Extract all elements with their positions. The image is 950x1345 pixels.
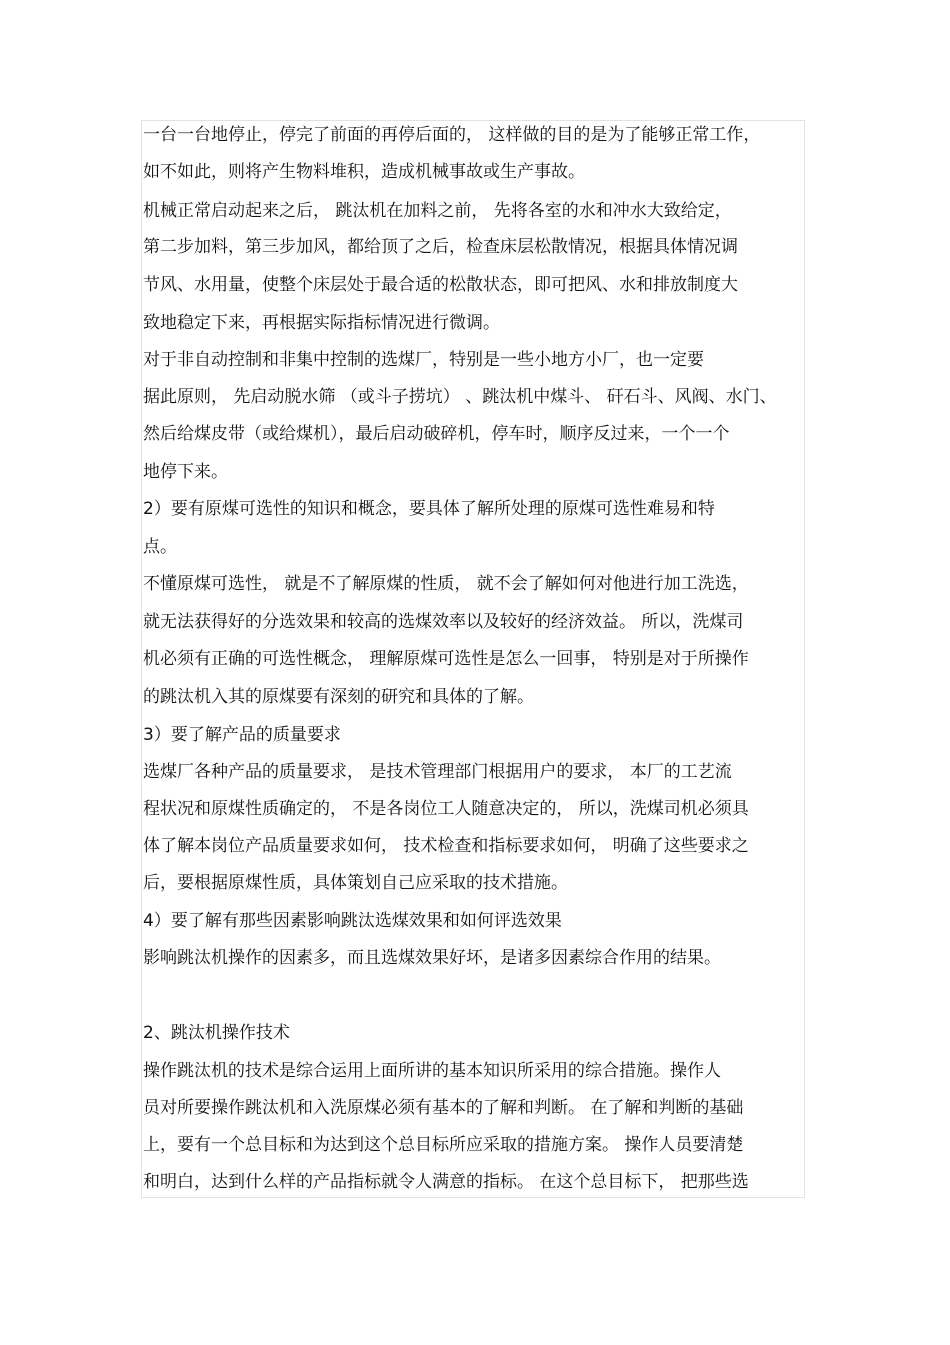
text-line: 和明白，达到什么样的产品指标就令人满意的指标。 在这个总目标下， 把那些选 <box>143 1172 749 1192</box>
text-line: 一台一台地停止，停完了前面的再停后面的， 这样做的目的是为了能够正常工作， <box>143 125 761 145</box>
text-line: 的跳汰机入其的原煤要有深刻的研究和具体的了解。 <box>143 687 534 707</box>
text-line: 地停下来。 <box>143 462 228 482</box>
text-line: 不懂原煤可选性， 就是不了解原煤的性质， 就不会了解如何对他进行加工洗选， <box>143 574 749 594</box>
text-line: 据此原则， 先启动脱水筛 （或斗子捞坑） 、跳汰机中煤斗、 矸石斗、风阀、水门、 <box>143 387 777 407</box>
text-line: 程状况和原煤性质确定的， 不是各岗位工人随意决定的， 所以，洗煤司机必须具 <box>143 799 749 819</box>
text-line: 4）要了解有那些因素影响跳汰选煤效果和如何评选效果 <box>143 911 562 931</box>
text-line: 3）要了解产品的质量要求 <box>143 725 341 745</box>
text-line: 节风、水用量，使整个床层处于最合适的松散状态，即可把风、水和排放制度大 <box>143 275 738 295</box>
text-line: 第二步加料，第三步加风，都给顶了之后，检查床层松散情况，根据具体情况调 <box>143 237 738 257</box>
text-line: 上，要有一个总目标和为达到这个总目标所应采取的措施方案。 操作人员要清楚 <box>143 1135 744 1155</box>
text-line: 影响跳汰机操作的因素多，而且选煤效果好坏，是诸多因素综合作用的结果。 <box>143 948 721 968</box>
text-line: 就无法获得好的分选效果和较高的选煤效率以及较好的经济效益。 所以，洗煤司 <box>143 612 744 632</box>
text-line: 2）要有原煤可选性的知识和概念，要具体了解所处理的原煤可选性难易和特 <box>143 499 715 519</box>
text-line: 对于非自动控制和非集中控制的选煤厂，特别是一些小地方小厂，也一定要 <box>143 350 704 370</box>
text-line: 员对所要操作跳汰机和入洗原煤必须有基本的了解和判断。 在了解和判断的基础 <box>143 1098 744 1118</box>
text-line: 然后给煤皮带（或给煤机），最后启动破碎机，停车时，顺序反过来，一个一个 <box>143 424 730 444</box>
text-line: 如不如此，则将产生物料堆积，造成机械事故或生产事故。 <box>143 162 585 182</box>
text-line: 操作跳汰机的技术是综合运用上面所讲的基本知识所采用的综合措施。操作人 <box>143 1061 721 1081</box>
text-line: 选煤厂各种产品的质量要求， 是技术管理部门根据用户的要求， 本厂的工艺流 <box>143 762 732 782</box>
text-line: 体了解本岗位产品质量要求如何， 技术检查和指标要求如何， 明确了这些要求之 <box>143 836 749 856</box>
text-line: 点。 <box>143 537 177 557</box>
text-line: 机必须有正确的可选性概念， 理解原煤可选性是怎么一回事， 特别是对于所操作 <box>143 649 749 669</box>
text-line: 后，要根据原煤性质，具体策划自己应采取的技术措施。 <box>143 873 568 893</box>
text-line: 机械正常启动起来之后， 跳汰机在加料之前， 先将各室的水和冲水大致给定， <box>143 201 732 221</box>
text-line: 致地稳定下来，再根据实际指标情况进行微调。 <box>143 313 500 333</box>
text-line: 2、跳汰机操作技术 <box>143 1023 290 1043</box>
